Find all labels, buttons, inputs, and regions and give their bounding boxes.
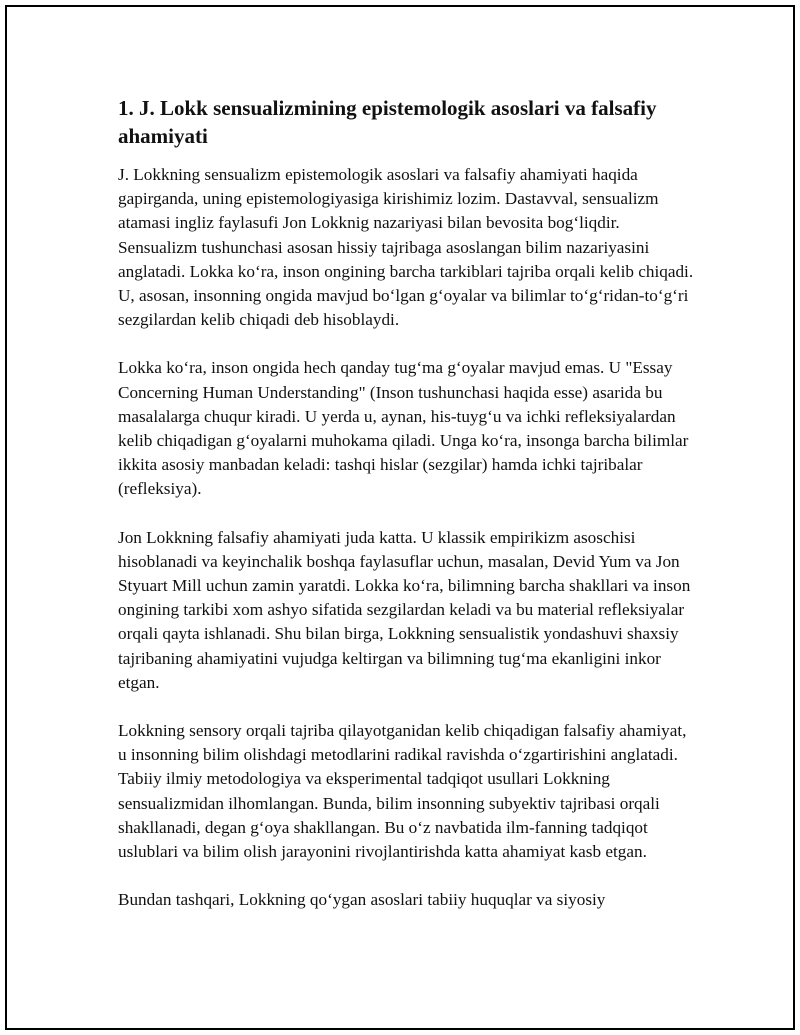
paragraph-1: J. Lokkning sensualizm epistemologik asoslari va falsafiy ahamiyati haqida gapirganda, uning epistemologiyasiga kirishimiz lozim. Dastavval, sensualizm atamasi ingliz faylasufi Jon Lokknig nazariyasi bilan bevosita bog‘liqdir. Sensualizm tushunchasi asosan hissiy tajribaga asoslangan bilim nazariyasini anglatadi. Lokka ko‘ra, inson ongining barcha tarkiblari tajriba orqali kelib chiqadi. U, asosan, insonning ongida mavjud bo‘lgan g‘oyalar va bilimlar to‘g‘ridan-to‘g‘ri sezgilardan kelib chiqadi deb hisoblaydi. <box>118 165 694 330</box>
paragraph-2: Lokka ko‘ra, inson ongida hech qanday tug‘ma g‘oyalar mavjud emas. U "Essay Concerning Human Understanding" (Inson tushunchasi haqida esse) asarida bu masalalarga chuqur kiradi. U yerda u, aynan, his-tuyg‘u va ichki refleksiyalardan kelib chiqadigan g‘oyalarni muhokama qiladi. Unga ko‘ra, insonga barcha bilimlar ikkita asosiy manbadan keladi: tashqi hislar (sezgilar) hamda ichki tajribalar (refleksiya). <box>118 358 689 499</box>
document-body <box>118 94 698 936</box>
paragraph-5: Bundan tashqari, Lokkning qo‘ygan asoslari tabiiy huquqlar va siyosiy <box>118 890 606 910</box>
section-heading: 1. J. Lokk sensualizmining epistemologik asoslari va falsafiy ahamiyati <box>118 96 657 148</box>
paragraph-4: Lokkning sensory orqali tajriba qilayotganidan kelib chiqadigan falsafiy ahamiyat, u insonning bilim olishdagi metodlarini radikal ravishda o‘zgartirishini anglatadi. Tabiiy ilmiy metodologiya va eksperimental tadqiqot usullari Lokkning sensualizmidan ilhomlangan. Bunda, bilim insonning subyektiv tajribasi orqali shakllanadi, degan g‘oya shakllangan. Bu o‘z navbatida ilm-fanning tadqiqot uslublari va bilim olish jarayonini rivojlantirishda katta ahamiyat kasb etgan. <box>118 721 687 862</box>
paragraph-3: Jon Lokkning falsafiy ahamiyati juda katta. U klassik empirikizm asoschisi hisoblanadi va keyinchalik boshqa faylasuflar uchun, masalan, Devid Yum va Jon Styuart Mill uchun zamin yaratdi. Lokka ko‘ra, bilimning barcha shakllari va inson ongining tarkibi xom ashyo sifatida sezgilardan keladi va bu material refleksiyalar orqali qayta ishlanadi. Shu bilan birga, Lokkning sensualistik yondashuvi shaxsiy tajribaning ahamiyatini vujudga keltirgan va bilimning tug‘ma ekanligini inkor etgan. <box>118 527 691 692</box>
